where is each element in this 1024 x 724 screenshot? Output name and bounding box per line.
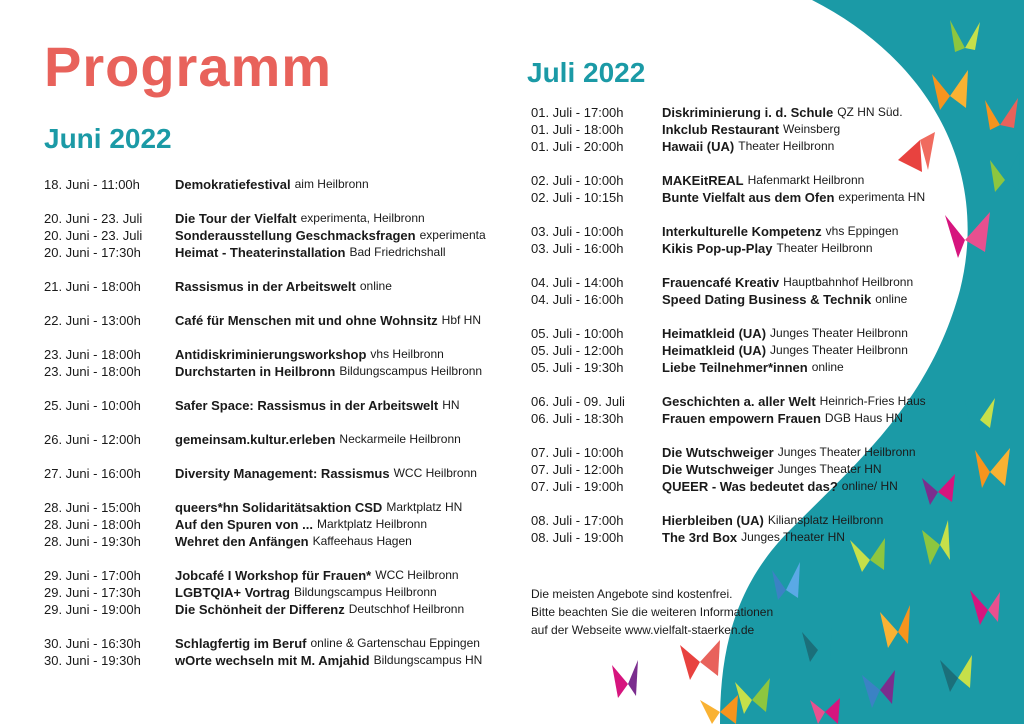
event-title: Die Tour der Vielfalt [175, 211, 297, 226]
event-date: 05. Juli - 10:00h [531, 326, 624, 341]
event-date: 04. Juli - 14:00h [531, 275, 624, 290]
note-line: Bitte beachten Sie die weiteren Informationen [531, 605, 774, 619]
event-title: Geschichten a. aller Welt [662, 394, 816, 409]
event-title: Sonderausstellung Geschmacksfragen [175, 228, 416, 243]
event-row [531, 529, 926, 546]
event-location: WCC Heilbronn [375, 568, 459, 582]
event-title: Hawaii (UA) [662, 139, 735, 154]
event-row [44, 567, 486, 584]
event-title: wOrte wechseln mit M. Amjahid [175, 653, 370, 668]
event-date: 06. Juli - 09. Juli [531, 394, 625, 409]
event-title: Die Wutschweiger [662, 462, 774, 477]
group-spacer [531, 308, 926, 325]
event-date: 01. Juli - 17:00h [531, 105, 624, 120]
event-location: Junges Theater HN [777, 462, 882, 476]
event-date: 29. Juni - 17:00h [44, 568, 141, 583]
event-title: Rassismus in der Arbeitswelt [175, 279, 356, 294]
event-date: 08. Juli - 19:00h [531, 530, 624, 545]
event-date: 03. Juli - 16:00h [531, 241, 624, 256]
group-spacer [44, 482, 486, 499]
event-title: Safer Space: Rassismus in der Arbeitswelt [175, 398, 439, 413]
event-title: Heimatkleid (UA) [662, 326, 767, 341]
event-title: Antidiskriminierungsworkshop [175, 347, 367, 362]
event-title: Bunte Vielfalt aus dem Ofen [662, 190, 835, 205]
event-location: Hauptbahnhof Heilbronn [783, 275, 914, 289]
group-spacer [44, 193, 486, 210]
event-date: 18. Juni - 11:00h [44, 177, 140, 192]
group-spacer [44, 380, 486, 397]
event-row [44, 210, 486, 227]
event-row [531, 461, 926, 478]
event-location: online & Gartenschau Eppingen [310, 636, 480, 650]
event-location: Theater Heilbronn [776, 241, 873, 255]
month-heading-juli: Juli 2022 [527, 57, 646, 88]
event-date: 22. Juni - 13:00h [44, 313, 141, 328]
event-title: Café für Menschen mit und ohne Wohnsitz [175, 313, 438, 328]
event-title: gemeinsam.kultur.erleben [175, 432, 336, 447]
group-spacer [531, 257, 926, 274]
event-row [531, 172, 926, 189]
event-location: aim Heilbronn [294, 177, 369, 191]
group-spacer [531, 206, 926, 223]
event-title: Diskriminierung i. d. Schule [662, 105, 834, 120]
event-row [44, 516, 486, 533]
event-row [531, 274, 926, 291]
event-row [531, 359, 926, 376]
event-date: 20. Juni - 23. Juli [44, 228, 143, 243]
event-date: 07. Juli - 12:00h [531, 462, 624, 477]
event-location: vhs Heilbronn [370, 347, 444, 361]
event-date: 20. Juni - 17:30h [44, 245, 141, 260]
event-row [44, 363, 486, 380]
event-date: 03. Juli - 10:00h [531, 224, 624, 239]
footer-note [531, 585, 773, 639]
butterfly-icon [612, 660, 638, 698]
event-location: online [875, 292, 908, 306]
event-title: Schlagfertig im Beruf [175, 636, 307, 651]
event-location: DGB Haus HN [824, 411, 903, 425]
event-date: 08. Juli - 17:00h [531, 513, 624, 528]
event-title: Inkclub Restaurant [662, 122, 780, 137]
event-row [531, 393, 926, 410]
event-row [44, 533, 486, 550]
event-title: Heimat - Theaterinstallation [175, 245, 346, 260]
event-title: Heimatkleid (UA) [662, 343, 767, 358]
event-title: LGBTQIA+ Vortrag [175, 585, 290, 600]
event-row [44, 227, 486, 244]
event-title: Wehret den Anfängen [175, 534, 309, 549]
event-row [44, 652, 486, 669]
event-title: Jobcafé I Workshop für Frauen* [175, 568, 372, 583]
event-row [531, 512, 926, 529]
event-location: vhs Eppingen [825, 224, 899, 238]
event-title: Hierbleiben (UA) [662, 513, 764, 528]
month-heading-juni: Juni 2022 [44, 123, 172, 154]
event-location: Neckarmeile Heilbronn [339, 432, 461, 446]
event-row [531, 189, 926, 206]
event-row [44, 278, 486, 295]
note-line: auf der Webseite www.vielfalt-staerken.de [531, 623, 755, 637]
event-row [531, 138, 926, 155]
event-date: 02. Juli - 10:00h [531, 173, 624, 188]
event-title: Auf den Spuren von ... [175, 517, 313, 532]
event-row [44, 465, 486, 482]
event-date: 06. Juli - 18:30h [531, 411, 624, 426]
event-location: Bildungscampus Heilbronn [339, 364, 483, 378]
event-location: Deutschhof Heilbronn [348, 602, 465, 616]
event-title: The 3rd Box [662, 530, 738, 545]
event-title: Speed Dating Business & Technik [662, 292, 872, 307]
event-title: MAKEitREAL [662, 173, 744, 188]
event-row [531, 223, 926, 240]
event-date: 23. Juni - 18:00h [44, 364, 141, 379]
group-spacer [531, 376, 926, 393]
event-row [44, 176, 486, 193]
event-location: Bildungscampus Heilbronn [293, 585, 437, 599]
event-row [44, 431, 486, 448]
note-line: Die meisten Angebote sind kostenfrei. [531, 587, 733, 601]
event-title: Durchstarten in Heilbronn [175, 364, 336, 379]
event-date: 04. Juli - 16:00h [531, 292, 624, 307]
event-row [531, 104, 926, 121]
group-spacer [531, 155, 926, 172]
group-spacer [44, 329, 486, 346]
event-date: 28. Juni - 18:00h [44, 517, 141, 532]
event-date: 07. Juli - 10:00h [531, 445, 624, 460]
event-location: experimenta [419, 228, 486, 242]
event-row [531, 410, 926, 427]
event-location: experimenta, Heilbronn [300, 211, 425, 225]
event-title: Die Schönheit der Differenz [175, 602, 345, 617]
event-date: 01. Juli - 20:00h [531, 139, 624, 154]
group-spacer [44, 261, 486, 278]
event-row [44, 397, 486, 414]
event-row [44, 584, 486, 601]
event-title: Diversity Management: Rassismus [175, 466, 390, 481]
event-list-juni [44, 176, 486, 669]
event-location: Kaffeehaus Hagen [312, 534, 412, 548]
event-title: Demokratiefestival [175, 177, 291, 192]
event-row [531, 325, 926, 342]
event-row [531, 291, 926, 308]
event-row [531, 240, 926, 257]
event-row [531, 444, 926, 461]
event-title: Die Wutschweiger [662, 445, 774, 460]
group-spacer [44, 448, 486, 465]
event-date: 05. Juli - 19:30h [531, 360, 624, 375]
event-title: Kikis Pop-up-Play [662, 241, 773, 256]
event-date: 30. Juni - 16:30h [44, 636, 141, 651]
event-row [44, 244, 486, 261]
event-location: Hbf HN [441, 313, 481, 327]
event-location: Junges Theater Heilbronn [777, 445, 916, 459]
event-location: Bildungscampus HN [373, 653, 483, 667]
event-location: HN [442, 398, 460, 412]
event-location: Kiliansplatz Heilbronn [767, 513, 884, 527]
event-date: 28. Juni - 15:00h [44, 500, 141, 515]
event-location: Bad Friedrichshall [349, 245, 446, 259]
event-location: Junges Theater HN [741, 530, 845, 544]
event-title: Frauencafé Kreativ [662, 275, 780, 290]
event-location: Heinrich-Fries Haus [819, 394, 926, 408]
event-location: online/ HN [841, 479, 898, 493]
event-location: QZ HN Süd. [837, 105, 903, 119]
event-title: queers*hn Solidaritätsaktion CSD [175, 500, 383, 515]
event-date: 27. Juni - 16:00h [44, 466, 141, 481]
event-row [44, 312, 486, 329]
event-title: Interkulturelle Kompetenz [662, 224, 822, 239]
event-location: Junges Theater Heilbronn [770, 326, 908, 340]
event-date: 29. Juni - 19:00h [44, 602, 141, 617]
event-date: 01. Juli - 18:00h [531, 122, 624, 137]
event-list-juli [531, 104, 926, 546]
event-row [531, 121, 926, 138]
event-date: 23. Juni - 18:00h [44, 347, 141, 362]
event-location: experimenta HN [838, 190, 926, 204]
butterfly-icon [680, 640, 720, 680]
event-date: 05. Juli - 12:00h [531, 343, 624, 358]
event-location: Marktplatz Heilbronn [316, 517, 427, 531]
event-location: Marktplatz HN [386, 500, 463, 514]
event-location: Junges Theater Heilbronn [770, 343, 908, 357]
event-row [44, 499, 486, 516]
event-date: 20. Juni - 23. Juli [44, 211, 143, 226]
event-title: Liebe Teilnehmer*innen [662, 360, 808, 375]
event-row [531, 342, 926, 359]
event-title: Frauen empowern Frauen [662, 411, 821, 426]
event-date: 21. Juni - 18:00h [44, 279, 141, 294]
event-date: 26. Juni - 12:00h [44, 432, 141, 447]
event-location: Theater Heilbronn [738, 139, 835, 153]
group-spacer [44, 618, 486, 635]
page-title: Programm [44, 35, 333, 98]
group-spacer [44, 295, 486, 312]
group-spacer [44, 414, 486, 431]
event-row [44, 346, 486, 363]
event-location: online [811, 360, 844, 374]
group-spacer [44, 550, 486, 567]
event-location: WCC Heilbronn [393, 466, 477, 480]
event-date: 25. Juni - 10:00h [44, 398, 141, 413]
event-date: 07. Juli - 19:00h [531, 479, 624, 494]
event-date: 28. Juni - 19:30h [44, 534, 141, 549]
event-location: online [359, 279, 392, 293]
event-location: Weinsberg [783, 122, 841, 136]
event-row [44, 601, 486, 618]
event-row [44, 635, 486, 652]
event-row [531, 478, 926, 495]
group-spacer [531, 495, 926, 512]
event-date: 29. Juni - 17:30h [44, 585, 141, 600]
group-spacer [531, 427, 926, 444]
event-title: QUEER - Was bedeutet das? [662, 479, 838, 494]
event-date: 30. Juni - 19:30h [44, 653, 141, 668]
event-date: 02. Juli - 10:15h [531, 190, 624, 205]
event-location: Hafenmarkt Heilbronn [747, 173, 865, 187]
